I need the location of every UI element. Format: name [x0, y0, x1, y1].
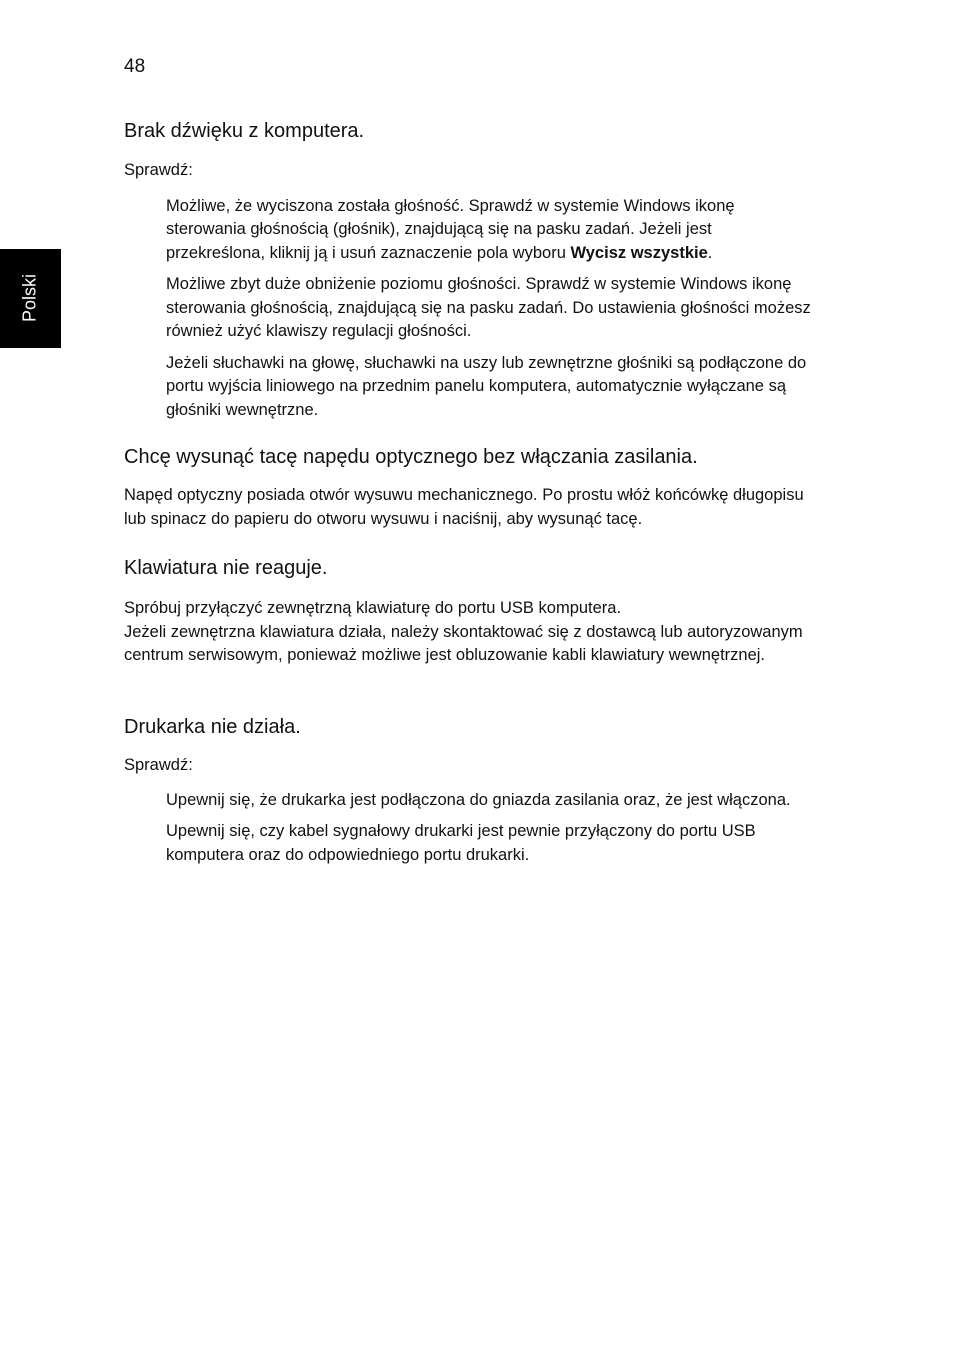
check-item: Możliwe, że wyciszona została głośność. Sprawdź w systemie Windows ikonę sterowania głośnością (głośnik), znajdującą się na pasku zadań. Jeżeli jest przekreślona, kliknij ją i usuń zaznaczenie pola wyboru Wycisz wszystkie. — [166, 196, 735, 262]
section-printer — [124, 715, 814, 867]
section-body-line: Spróbuj przyłączyć zewnętrzną klawiaturę do portu USB komputera. — [124, 599, 622, 617]
section-no-sound — [124, 119, 814, 422]
section-heading: Chcę wysunąć tacę napędu optycznego bez włączania zasilania. — [124, 446, 698, 468]
check-item: Upewnij się, że drukarka jest podłączona do gniazda zasilania oraz, że jest włączona. — [166, 790, 791, 809]
language-tab — [0, 249, 61, 348]
section-keyboard — [124, 556, 814, 668]
check-item: Upewnij się, czy kabel sygnałowy drukarki jest pewnie przyłączony do portu USB komputera oraz do odpowiedniego portu drukarki. — [166, 822, 756, 864]
section-body-line: Jeżeli zewnętrzna klawiatura działa, należy skontaktować się z dostawcą lub autoryzowanym centrum serwisowym, ponieważ możliwe jest obluzowanie kabli klawiatury wewnętrznej. — [124, 622, 803, 664]
language-tab-label: Polski — [19, 273, 40, 323]
section-heading: Klawiatura nie reaguje. — [124, 557, 328, 579]
section-body: Napęd optyczny posiada otwór wysuwu mechanicznego. Po prostu włóż końcówkę długopisu lub spinacz do papieru do otworu wysuwu i naciśnij, aby wysunąć tacę. — [124, 486, 804, 528]
check-item: Możliwe zbyt duże obniżenie poziomu głośności. Sprawdź w systemie Windows ikonę sterowania głośnością, znajdującą się na pasku zadań. Do ustawienia głośności możesz również użyć klawiszy regulacji głośności. — [166, 275, 811, 340]
page-number: 48 — [124, 56, 146, 77]
section-lead: Sprawdź: — [124, 756, 193, 774]
section-lead: Sprawdź: — [124, 161, 193, 179]
section-optical-tray — [124, 445, 814, 531]
bold-option-name: Wycisz wszystkie — [570, 243, 708, 262]
section-heading: Brak dźwięku z komputera. — [124, 120, 365, 142]
check-item: Jeżeli słuchawki na głowę, słuchawki na uszy lub zewnętrzne głośniki są podłączone do portu wyjścia liniowego na przednim panelu komputera, automatycznie wyłączane są głośniki wewnętrzne. — [166, 353, 807, 419]
section-heading: Drukarka nie działa. — [124, 716, 301, 738]
